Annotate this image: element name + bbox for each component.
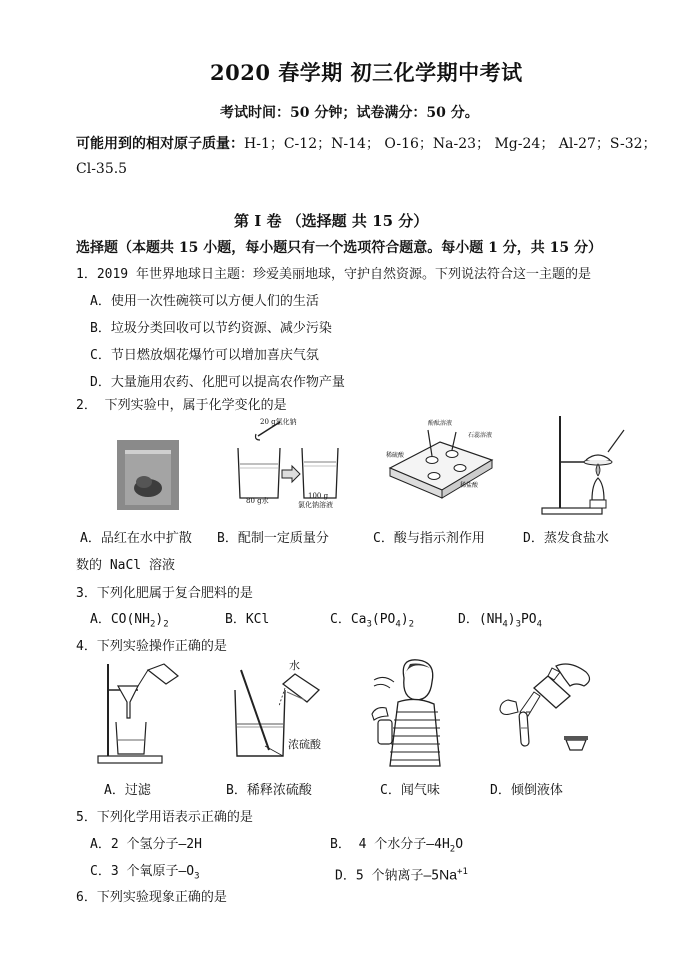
page-title: 2020 春学期 初三化学期中考试	[210, 60, 523, 85]
q6-stem: 6．下列实验现象正确的是	[76, 890, 227, 905]
q2-fig-c-label-hydrochloric: 稀盐酸	[460, 482, 479, 489]
q1-option-d: D．大量施用农药、化肥可以提高农作物产量	[90, 375, 345, 390]
q2-stem: 2． 下列实验中，属于化学变化的是	[76, 398, 287, 413]
q3-option-d: D．$(NH_4)_3PO_4$	[458, 612, 543, 630]
q1-option-b: B．垃圾分类回收可以节约资源、减少污染	[90, 321, 332, 336]
q5-option-b: B． 4 个水分子$—4H_2O$	[330, 837, 464, 855]
q2-option-b-cont: 数的 NaCl 溶液	[76, 558, 175, 573]
q4-figure-c-smelling	[360, 656, 450, 768]
q2-fig-b-water-label: 80 g水	[246, 497, 269, 505]
q4-stem: 4．下列实验操作正确的是	[76, 639, 227, 654]
atomic-mass-label: 可能用到的相对原子质量：	[76, 136, 244, 152]
q5-option-c: C．3 个氧原子$—O_3$	[90, 864, 200, 882]
q3-option-b: B．KCl	[225, 612, 270, 627]
q4-option-c: C．闻气味	[380, 783, 440, 798]
q3-option-a: A．$CO(NH_2)_2$	[90, 612, 169, 630]
q2-fig-b-result-name: 氯化钠溶液	[298, 501, 333, 509]
q3-option-c: C．$Ca_3(PO_4)_2$	[330, 612, 415, 630]
q4-option-b: B．稀释浓硫酸	[226, 783, 312, 798]
q2-option-d: D．蒸发食盐水	[523, 531, 609, 546]
q1-option-a: A．使用一次性碗筷可以方便人们的生活	[90, 294, 319, 309]
q4-fig-b-water-label: 水	[289, 659, 300, 672]
q4-fig-b-acid-label: 浓硫酸	[288, 738, 321, 751]
q5-option-d: D．5 个钠离子$—5Na^{+1}$	[335, 866, 468, 884]
q4-option-d: D．倾倒液体	[490, 783, 563, 798]
q4-figure-d-pouring	[490, 656, 600, 756]
section-title: 第 I 卷 （选择题 共 15 分）	[234, 212, 429, 230]
q5-option-a: A．2 个氢分子—2H	[90, 837, 202, 852]
q2-fig-b-reagent-label: 20 g氯化钠	[260, 418, 297, 426]
q5-stem: 5．下列化学用语表示正确的是	[76, 810, 253, 825]
atomic-mass-line	[76, 135, 657, 153]
q2-fig-b-result-mass: 100 g	[308, 492, 329, 500]
q1-stem: 1．2019 年世界地球日主题：珍爱美丽地球，守护自然资源。下列说法符合这一主题的是	[76, 267, 591, 282]
q2-option-a: A．品红在水中扩散	[80, 531, 192, 546]
q2-fig-c-label-phenolphthalein: 酚酞溶液	[428, 420, 453, 427]
q3-stem: 3．下列化肥属于复合肥料的是	[76, 586, 253, 601]
q2-fig-c-label-litmus: 石蕊溶液	[468, 432, 493, 439]
q2-option-c: C．酸与指示剂作用	[373, 531, 485, 546]
atomic-mass-values: H-1；C-12；N-14； O-16；Na-23； Mg-24； Al-27；S-32；	[244, 136, 657, 152]
q2-figure-a-photo	[117, 440, 179, 510]
atomic-mass-cont: Cl-35.5	[76, 161, 128, 177]
q4-figure-a-filtration	[96, 662, 184, 766]
q4-option-a: A．过滤	[104, 783, 151, 798]
exam-info: 考试时间：50 分钟；试卷满分：50 分。	[220, 105, 479, 121]
q2-figure-d-evaporation	[540, 412, 630, 516]
q2-fig-c-label-sulfuric: 稀硫酸	[386, 452, 405, 459]
q2-option-b: B．配制一定质量分	[217, 531, 329, 546]
q1-option-c: C．节日燃放烟花爆竹可以增加喜庆气氛	[90, 348, 319, 363]
section-instructions: 选择题（本题共 15 小题，每小题只有一个选项符合题意。每小题 1 分，共 15 分）	[76, 240, 602, 256]
